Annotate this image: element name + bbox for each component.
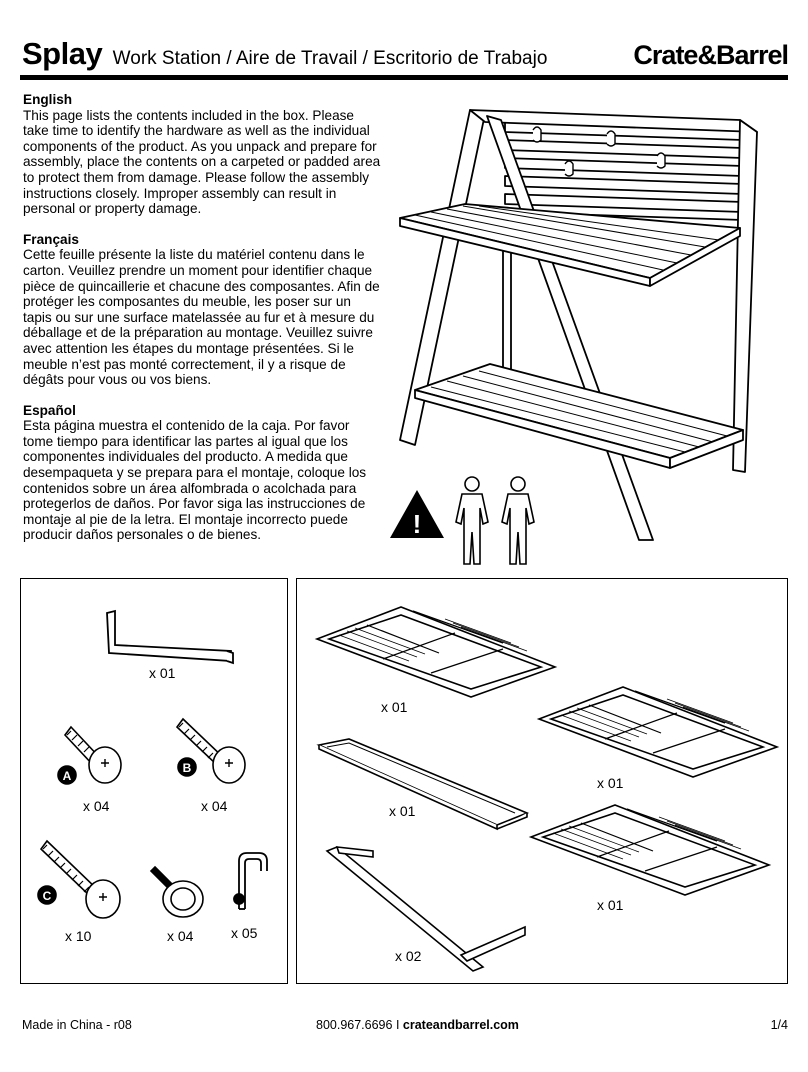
two-person-icon bbox=[452, 474, 542, 568]
spanish-heading: Español bbox=[23, 402, 76, 418]
phone-number: 800.967.6696 I bbox=[316, 1018, 403, 1032]
top-shelf-qty: x 01 bbox=[381, 699, 408, 715]
allen-key-qty: x 01 bbox=[149, 665, 176, 681]
warning-icon bbox=[388, 488, 446, 540]
bottom-shelf-qty: x 01 bbox=[597, 897, 624, 913]
person-icon bbox=[456, 477, 488, 564]
hardware-box bbox=[20, 578, 288, 984]
middle-shelf-qty: x 01 bbox=[597, 775, 624, 791]
header-rule bbox=[20, 75, 788, 80]
front-rail-qty: x 01 bbox=[389, 803, 416, 819]
bottom-shelf-panel bbox=[527, 801, 773, 897]
product-subtitle: Work Station / Aire de Travail / Escritorio de Trabajo bbox=[112, 48, 548, 69]
side-frame-qty: x 02 bbox=[395, 948, 422, 964]
person-icon bbox=[502, 477, 534, 564]
screw-a-qty: x 04 bbox=[83, 798, 110, 814]
screw-a-icon bbox=[53, 719, 133, 789]
spanish-text: Esta página muestra el contenido de la caja. Por favor tome tiempo para identificar las partes al igual que los componentes individuales del producto. A medida que desempaqueta y se prepara para el montaje, coloque los contenidos sobre un área alfombrada o acolchada para protegerlos de daños. Por favor siga las instrucciones de montaje al pie de la letra. El montaje incorrecto puede producir daños personales o de bienes. bbox=[23, 418, 367, 543]
foot-glide-qty: x 04 bbox=[167, 928, 194, 944]
website-link[interactable]: crateandbarrel.com bbox=[402, 1018, 519, 1032]
page-title bbox=[22, 36, 547, 72]
french-heading: Français bbox=[23, 231, 79, 247]
side-frame bbox=[321, 843, 531, 975]
screw-b-qty: x 04 bbox=[201, 798, 228, 814]
screw-b-icon bbox=[169, 713, 259, 793]
english-text: This page lists the contents included in the box. Please take time to identify the hardware as well as the individual components of the product. As you unpack and prepare for assembly, place the contents on a carpeted or padded area to protect them from damage. Please follow the assembly instructions closely. Improper assembly can result in personal or property damage. bbox=[23, 107, 381, 217]
parts-box bbox=[296, 578, 788, 984]
product-name: Splay bbox=[22, 36, 103, 71]
warning-mark: ! bbox=[412, 509, 422, 539]
foot-glide-icon bbox=[149, 863, 213, 923]
rear-post-left bbox=[503, 250, 511, 372]
french-text: Cette feuille présente la liste du matériel contenu dans le carton. Veuillez prendre un moment pour identifier chaque pièce de quincaillerie et chacune des composantes. Afin de protéger les composantes du meuble, les poser sur un tapis ou sur une surface matelassée au fur et à mesure du déballage et de la préparation au montage. Veuillez suivre avec attention les étapes du montage présentées. Si le meuble n’est pas monté correctement, il y a risque de dégâts pour vous ou vos biens. bbox=[23, 247, 380, 388]
allen-key-icon bbox=[101, 609, 241, 669]
hook-icon bbox=[229, 851, 275, 917]
top-shelf-panel bbox=[313, 603, 559, 699]
intro-text bbox=[23, 92, 383, 558]
brand-logo: Crate&Barrel bbox=[633, 40, 788, 70]
hook-qty: x 05 bbox=[231, 925, 258, 941]
screw-c-label: C bbox=[42, 889, 52, 903]
english-heading: English bbox=[23, 92, 73, 107]
bottom-shelf bbox=[415, 364, 743, 468]
workstation-illustration bbox=[395, 100, 760, 545]
screw-c-icon bbox=[33, 835, 133, 927]
screw-a-label: A bbox=[62, 769, 72, 783]
screw-b-label: B bbox=[182, 761, 192, 775]
screw-c-qty: x 10 bbox=[65, 928, 92, 944]
contact bbox=[316, 1018, 519, 1032]
made-in: Made in China - r08 bbox=[22, 1018, 132, 1032]
middle-shelf-panel bbox=[535, 683, 781, 779]
page-number: 1/4 bbox=[770, 1018, 788, 1032]
front-rail bbox=[315, 735, 531, 831]
